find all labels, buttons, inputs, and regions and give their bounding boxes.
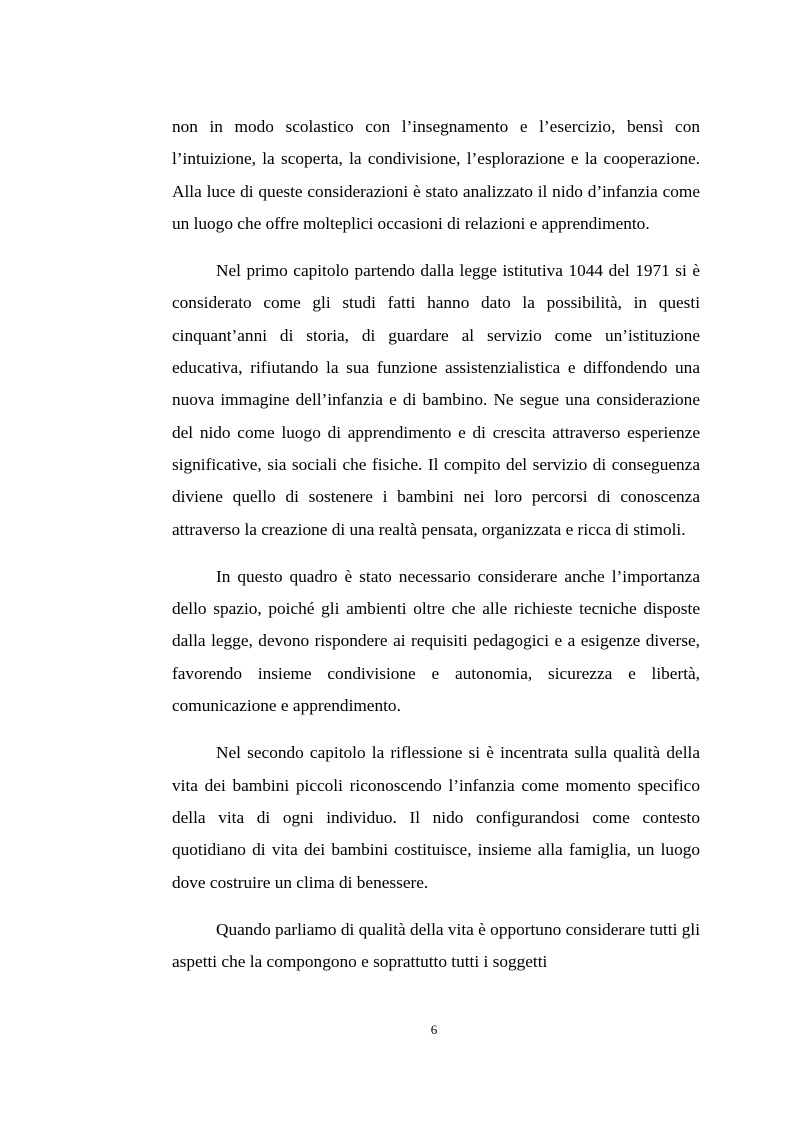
paragraph-continuation: non in modo scolastico con l’insegnamento e l’esercizio, bensì con l’intuizione, la scoperta, la condivisione, l’esplorazione e la cooperazione. Alla luce di queste considerazioni è stato analizzato il nido d’infanzia come un luogo che offre molteplici occasioni di relazioni e apprendimento. (172, 117, 700, 233)
paragraph-quality-of-life: Quando parliamo di qualità della vita è opportuno considerare tutti gli aspetti che la compongono e soprattutto tutti i soggetti (172, 919, 700, 972)
paragraph-first-chapter: Nel primo capitolo partendo dalla legge istitutiva 1044 del 1971 si è considerato come gli studi fatti hanno dato la possibilità, in questi cinquant’anni di storia, di guardare al servizio come un’istituzione educativa, rifiutando la sua funzione assistenzialistica e diffondendo una nuova immagine dell’infanzia e di bambino. Ne segue una considerazione del nido come luogo di apprendimento e di crescita attraverso esperienze significative, sia sociali che fisiche. Il compito del servizio di conseguenza diviene quello di sostenere i bambini nei loro percorsi di conoscenza attraverso la creazione di una realtà pensata, organizzata e ricca di stimoli. (172, 261, 700, 539)
page-number: 6 (430, 1022, 438, 1037)
body-text (172, 111, 700, 978)
paragraph-second-chapter: Nel secondo capitolo la riflessione si è incentrata sulla qualità della vita dei bambini piccoli riconoscendo l’infanzia come momento specifico della vita di ogni individuo. Il nido configurandosi come contesto quotidiano di vita dei bambini costituisce, insieme alla famiglia, un luogo dove costruire un clima di benessere. (172, 743, 700, 892)
paragraph-space-importance: In questo quadro è stato necessario considerare anche l’importanza dello spazio, poiché gli ambienti oltre che alle richieste tecniche disposte dalla legge, devono rispondere ai requisiti pedagogici e a esigenze diverse, favorendo insieme condivisione e autonomia, sicurezza e libertà, comunicazione e apprendimento. (172, 566, 700, 716)
